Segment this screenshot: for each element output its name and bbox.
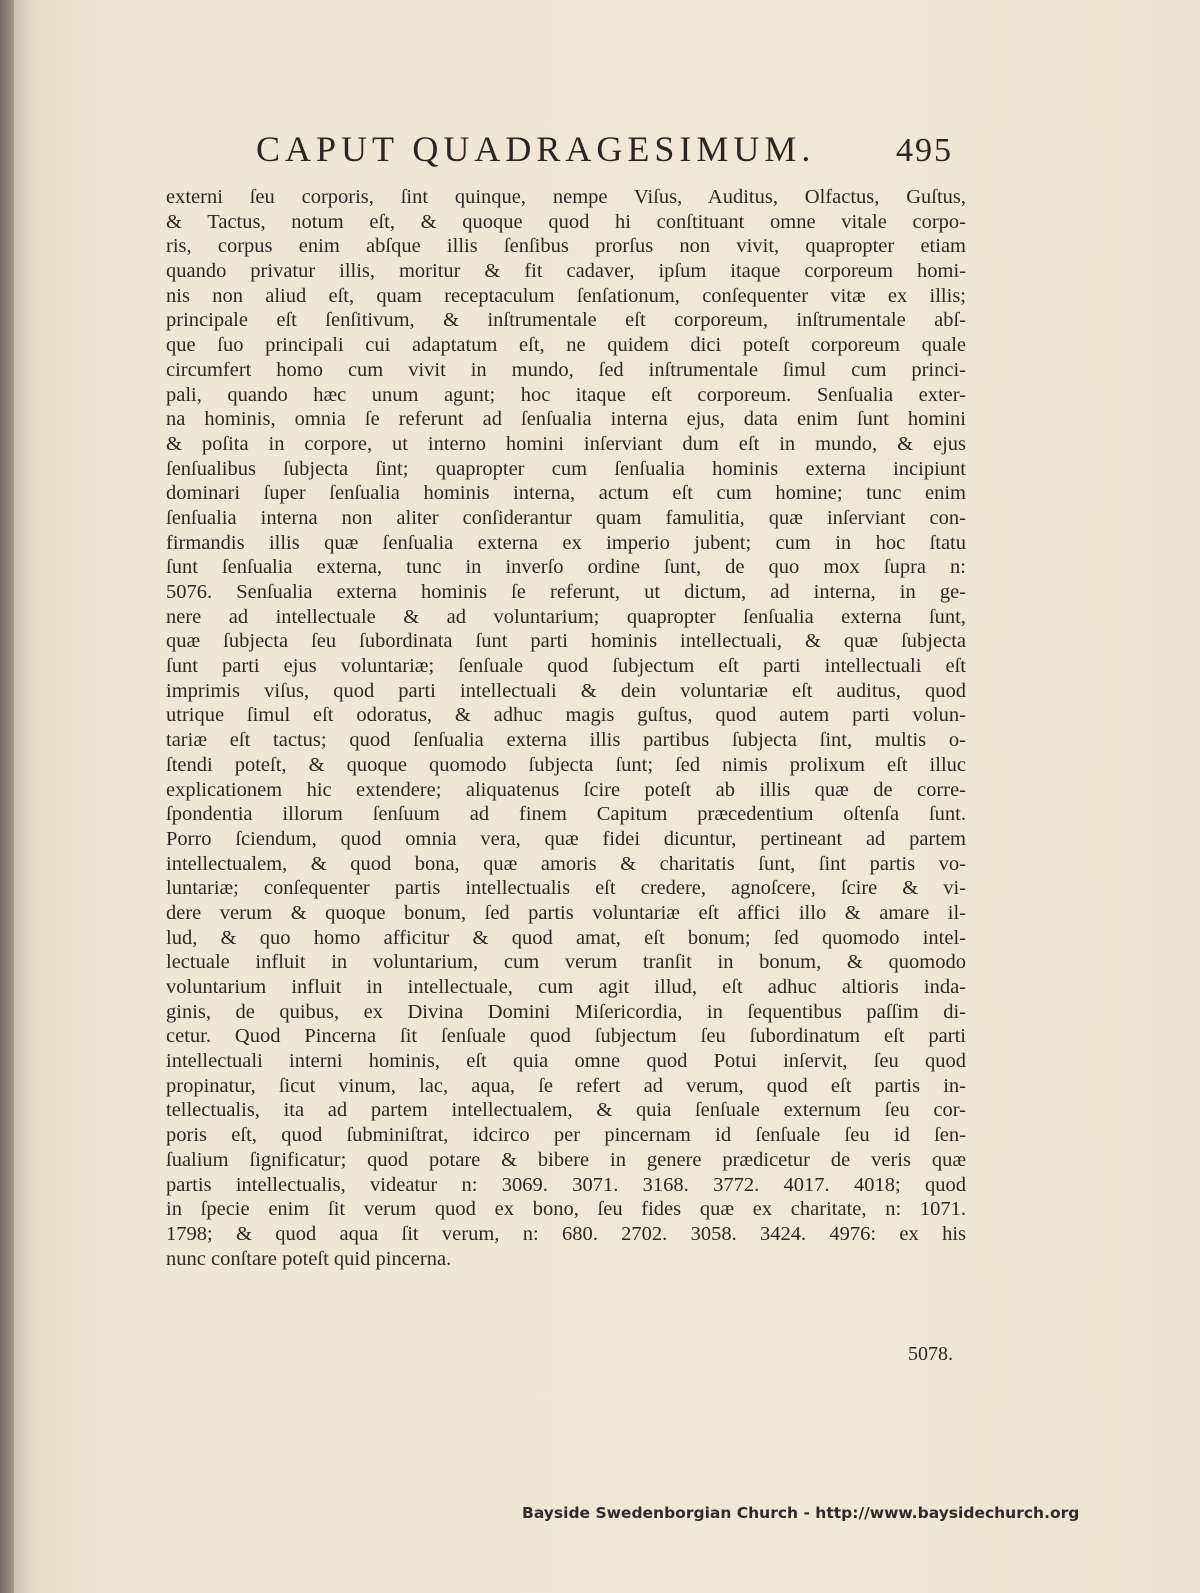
text-line: partis intellectualis, videatur n: 3069. 3071. 3168. 3772. 4017. 4018; quod	[166, 1173, 966, 1196]
text-line: tariæ eſt tactus; quod ſenſualia externa illis partibus ſubjecta ſint, multis o-	[166, 729, 966, 752]
body-text	[166, 185, 966, 1271]
running-title: CAPUT QUADRAGESIMUM.	[256, 129, 816, 169]
page-number: 495	[896, 132, 953, 169]
text-line: lud, & quo homo afficitur & quod amat, eſt bonum; ſed quomodo intel-	[166, 926, 966, 949]
text-line: ſunt ſenſualia externa, tunc in inverſo ordine ſunt, de quo mox ſupra n:	[166, 556, 966, 579]
text-line: firmandis illis quæ ſenſualia externa ex imperio jubent; cum in hoc ſtatu	[166, 531, 966, 554]
text-line: nunc conſtare poteſt quid pincerna.	[166, 1247, 452, 1270]
text-line: na hominis, omnia ſe referunt ad ſenſualia interna ejus, data enim ſunt homini	[166, 408, 966, 431]
text-line: ſenſualia interna non aliter conſiderantur quam famulitia, quæ inſerviant con-	[166, 506, 966, 529]
text-line: luntariæ; conſequenter partis intellectualis eſt credere, agnoſcere, ſcire & vi-	[166, 877, 966, 900]
text-line: intellectuali interni hominis, eſt quia omne quod Potui inſervit, ſeu quod	[166, 1050, 966, 1073]
text-line: poris eſt, quod ſubminiſtrat, idcirco per pincernam id ſenſuale ſeu id ſen-	[166, 1124, 966, 1147]
text-line: ſualium ſignificatur; quod potare & bibere in genere prædicetur de veris quæ	[166, 1148, 966, 1171]
text-line: ſunt parti ejus voluntariæ; ſenſuale quod ſubjectum eſt parti intellectuali eſt	[166, 655, 966, 678]
catchword: 5078.	[908, 1343, 953, 1365]
text-line: pali, quando hæc unum agunt; hoc itaque eſt corporeum. Senſualia exter-	[166, 383, 966, 406]
text-line: dere verum & quoque bonum, ſed partis voluntariæ eſt affici illo & amare il-	[166, 901, 966, 924]
text-line: nis non aliud eſt, quam receptaculum ſenſationum, conſequenter vitæ ex illis;	[166, 284, 966, 307]
text-line: nere ad intellectuale & ad voluntarium; quapropter ſenſualia externa ſunt,	[166, 605, 966, 628]
text-line: 1798; & quod aqua ſit verum, n: 680. 2702. 3058. 3424. 4976: ex his	[166, 1222, 966, 1245]
binding-gutter	[0, 0, 14, 1593]
text-line: ris, corpus enim abſque illis ſenſibus prorſus non vivit, quapropter etiam	[166, 235, 966, 258]
text-line: ſtendi poteſt, & quoque quomodo ſubjecta ſunt; ſed nimis prolixum eſt illuc	[166, 753, 966, 776]
text-line: ſenſualibus ſubjecta ſint; quapropter cum ſenſualia hominis externa incipiunt	[166, 457, 966, 480]
text-line: ſpondentia illorum ſenſuum ad finem Capitum præcedentium oſtenſa ſunt.	[166, 803, 966, 826]
text-line: 5076. Senſualia externa hominis ſe referunt, ut dictum, ad interna, in ge-	[166, 581, 966, 603]
text-line: Porro ſciendum, quod omnia vera, quæ fidei dicuntur, pertineant ad partem	[166, 827, 966, 850]
text-line: intellectualem, & quod bona, quæ amoris & charitatis ſunt, ſint partis vo-	[166, 852, 966, 875]
text-line: propinatur, ſicut vinum, lac, aqua, ſe refert ad verum, quod eſt partis in-	[166, 1074, 966, 1097]
running-head	[256, 128, 968, 184]
text-line: & poſita in corpore, ut interno homini inſerviant dum eſt in mundo, & ejus	[166, 432, 966, 455]
text-line: tellectualis, ita ad partem intellectualem, & quia ſenſuale externum ſeu cor-	[166, 1099, 966, 1122]
text-line: lectuale influit in voluntarium, cum verum tranſit in bonum, & quomodo	[166, 951, 966, 974]
text-line: voluntarium influit in intellectuale, cum agit illud, eſt adhuc altioris inda-	[166, 976, 966, 998]
text-line: ginis, de quibus, ex Divina Domini Miſericordia, in ſequentibus paſſim di-	[166, 1000, 966, 1023]
text-line: externi ſeu corporis, ſint quinque, nempe Viſus, Auditus, Olfactus, Guſtus,	[166, 186, 966, 208]
text-line: & Tactus, notum eſt, & quoque quod hi conſtituant omne vitale corpo-	[166, 210, 966, 233]
text-line: principale eſt ſenſitivum, & inſtrumentale eſt corporeum, inſtrumentale abſ-	[166, 309, 966, 332]
text-line: dominari ſuper ſenſualia hominis interna, actum eſt cum homine; tunc enim	[166, 482, 966, 505]
text-line: quando privatur illis, moritur & fit cadaver, ipſum itaque corporeum homi-	[166, 260, 966, 283]
text-line: in ſpecie enim ſit verum quod ex bono, ſeu fides quæ ex charitate, n: 1071.	[166, 1198, 966, 1221]
text-line: explicationem hic extendere; aliquatenus ſcire poteſt ab illis quæ de corre-	[166, 778, 966, 801]
text-line: que ſuo principali cui adaptatum eſt, ne quidem dici poteſt corporeum quale	[166, 334, 966, 357]
text-line: utrique ſimul eſt odoratus, & adhuc magis guſtus, quod autem parti volun-	[166, 704, 966, 727]
text-line: quæ ſubjecta ſeu ſubordinata ſunt parti hominis intellectuali, & quæ ſubjecta	[166, 630, 966, 653]
text-line: circumfert homo cum vivit in mundo, ſed inſtrumentale ſimul cum princi-	[166, 358, 966, 381]
text-line: imprimis viſus, quod parti intellectuali & dein voluntariæ eſt auditus, quod	[166, 679, 966, 702]
footer-credit: Bayside Swedenborgian Church - http://www.baysidechurch.org	[522, 1504, 1080, 1522]
text-line: cetur. Quod Pincerna ſit ſenſuale quod ſubjectum ſeu ſubordinatum eſt parti	[166, 1025, 966, 1048]
